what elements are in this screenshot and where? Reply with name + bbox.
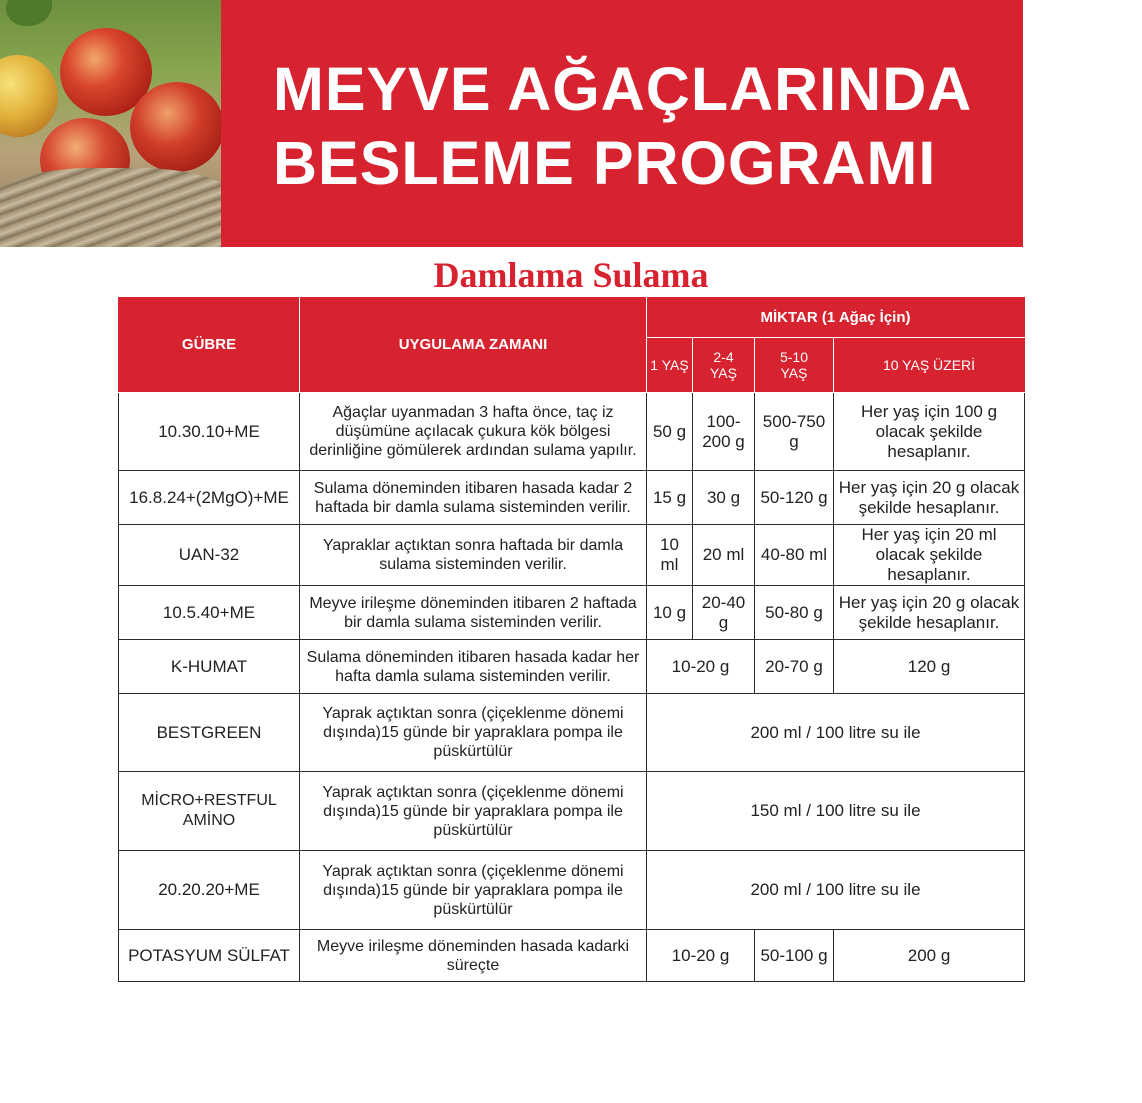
header-age-5-10-label: 5-10 YAŞ <box>779 349 809 381</box>
header-age-2-4-label: 2-4 YAŞ <box>710 349 737 381</box>
table-row <box>119 851 1025 930</box>
header-age-5-10 <box>755 338 834 393</box>
table-row <box>119 772 1025 851</box>
cell-gubre: 20.20.20+ME <box>119 851 300 930</box>
cell-gubre: MİCRO+RESTFUL AMİNO <box>119 772 300 851</box>
header-age-2-4 <box>693 338 755 393</box>
table-row <box>119 471 1025 525</box>
cell-uygulama: Sulama döneminden itibaren hasada kadar her hafta damla sulama sisteminden verilir. <box>300 640 647 694</box>
cell-age-10-plus: Her yaş için 20 ml olacak şekilde hesaplanır. <box>834 525 1025 586</box>
cell-age-2-4: 20 ml <box>693 525 755 586</box>
title-banner <box>221 0 1023 247</box>
header-age-10-plus: 10 YAŞ ÜZERİ <box>834 338 1025 393</box>
cell-age-2-4: 30 g <box>693 471 755 525</box>
table-row <box>119 694 1025 772</box>
title-line-1: MEYVE AĞAÇLARINDA <box>273 55 973 123</box>
cell-age-1: 15 g <box>647 471 693 525</box>
cell-dose-all-ages: 200 ml / 100 litre su ile <box>647 694 1025 772</box>
cell-gubre: 10.30.10+ME <box>119 393 300 471</box>
title-line-2: BESLEME PROGRAMI <box>273 129 937 197</box>
cell-age-5-10: 50-100 g <box>755 930 834 982</box>
apple-shape <box>130 82 221 172</box>
table-row <box>119 525 1025 586</box>
cell-age-5-10: 20-70 g <box>755 640 834 694</box>
cell-age-1: 50 g <box>647 393 693 471</box>
cell-dose-all-ages: 150 ml / 100 litre su ile <box>647 772 1025 851</box>
apple-basket-photo <box>0 0 221 247</box>
cell-gubre: 16.8.24+(2MgO)+ME <box>119 471 300 525</box>
header-miktar: MİKTAR (1 Ağaç İçin) <box>647 298 1025 338</box>
basket-shape <box>0 168 221 247</box>
cell-age-1: 10 ml <box>647 525 693 586</box>
apple-shape <box>0 55 58 137</box>
cell-uygulama: Ağaçlar uyanmadan 3 hafta önce, taç iz düşümüne açılacak çukura kök bölgesi derinliğine gömülerek ardından sulama yapılır. <box>300 393 647 471</box>
cell-age-1: 10 g <box>647 586 693 640</box>
cell-gubre: BESTGREEN <box>119 694 300 772</box>
cell-gubre: POTASYUM SÜLFAT <box>119 930 300 982</box>
cell-uygulama: Yaprak açtıktan sonra (çiçeklenme dönemi dışında)15 günde bir yapraklara pompa ile püskürtülür <box>300 772 647 851</box>
cell-age-5-10: 50-120 g <box>755 471 834 525</box>
cell-gubre: UAN-32 <box>119 525 300 586</box>
table-row <box>119 393 1025 471</box>
cell-gubre: K-HUMAT <box>119 640 300 694</box>
header-age-1: 1 YAŞ <box>647 338 693 393</box>
cell-age-2-4: 20-40 g <box>693 586 755 640</box>
cell-age-10-plus: Her yaş için 100 g olacak şekilde hesaplanır. <box>834 393 1025 471</box>
cell-age-10-plus: 120 g <box>834 640 1025 694</box>
cell-age-2-4: 100-200 g <box>693 393 755 471</box>
apple-shape <box>6 0 52 26</box>
cell-age-10-plus: Her yaş için 20 g olacak şekilde hesaplanır. <box>834 586 1025 640</box>
section-subtitle: Damlama Sulama <box>433 255 709 295</box>
table-row <box>119 930 1025 982</box>
cell-uygulama: Meyve irileşme döneminden itibaren 2 haftada bir damla sulama sisteminden verilir. <box>300 586 647 640</box>
feeding-program-table <box>118 297 1025 982</box>
cell-age-10-plus: Her yaş için 20 g olacak şekilde hesaplanır. <box>834 471 1025 525</box>
header-gubre: GÜBRE <box>119 298 300 393</box>
cell-uygulama: Yaprak açtıktan sonra (çiçeklenme dönemi dışında)15 günde bir yapraklara pompa ile püskürtülür <box>300 694 647 772</box>
cell-age-1-4: 10-20 g <box>647 640 755 694</box>
cell-age-10-plus: 200 g <box>834 930 1025 982</box>
cell-age-5-10: 50-80 g <box>755 586 834 640</box>
header-uygulama-zamani: UYGULAMA ZAMANI <box>300 298 647 393</box>
table-row <box>119 586 1025 640</box>
cell-uygulama: Yaprak açtıktan sonra (çiçeklenme dönemi dışında)15 günde bir yapraklara pompa ile püskürtülür <box>300 851 647 930</box>
cell-dose-all-ages: 200 ml / 100 litre su ile <box>647 851 1025 930</box>
page-title <box>273 52 972 200</box>
cell-uygulama: Meyve irileşme döneminden hasada kadarki süreçte <box>300 930 647 982</box>
cell-age-5-10: 500-750 g <box>755 393 834 471</box>
table-row <box>119 640 1025 694</box>
cell-age-1-4: 10-20 g <box>647 930 755 982</box>
cell-uygulama: Yapraklar açtıktan sonra haftada bir damla sulama sisteminden verilir. <box>300 525 647 586</box>
cell-gubre: 10.5.40+ME <box>119 586 300 640</box>
cell-age-5-10: 40-80 ml <box>755 525 834 586</box>
cell-uygulama: Sulama döneminden itibaren hasada kadar 2 haftada bir damla sulama sisteminden verilir. <box>300 471 647 525</box>
